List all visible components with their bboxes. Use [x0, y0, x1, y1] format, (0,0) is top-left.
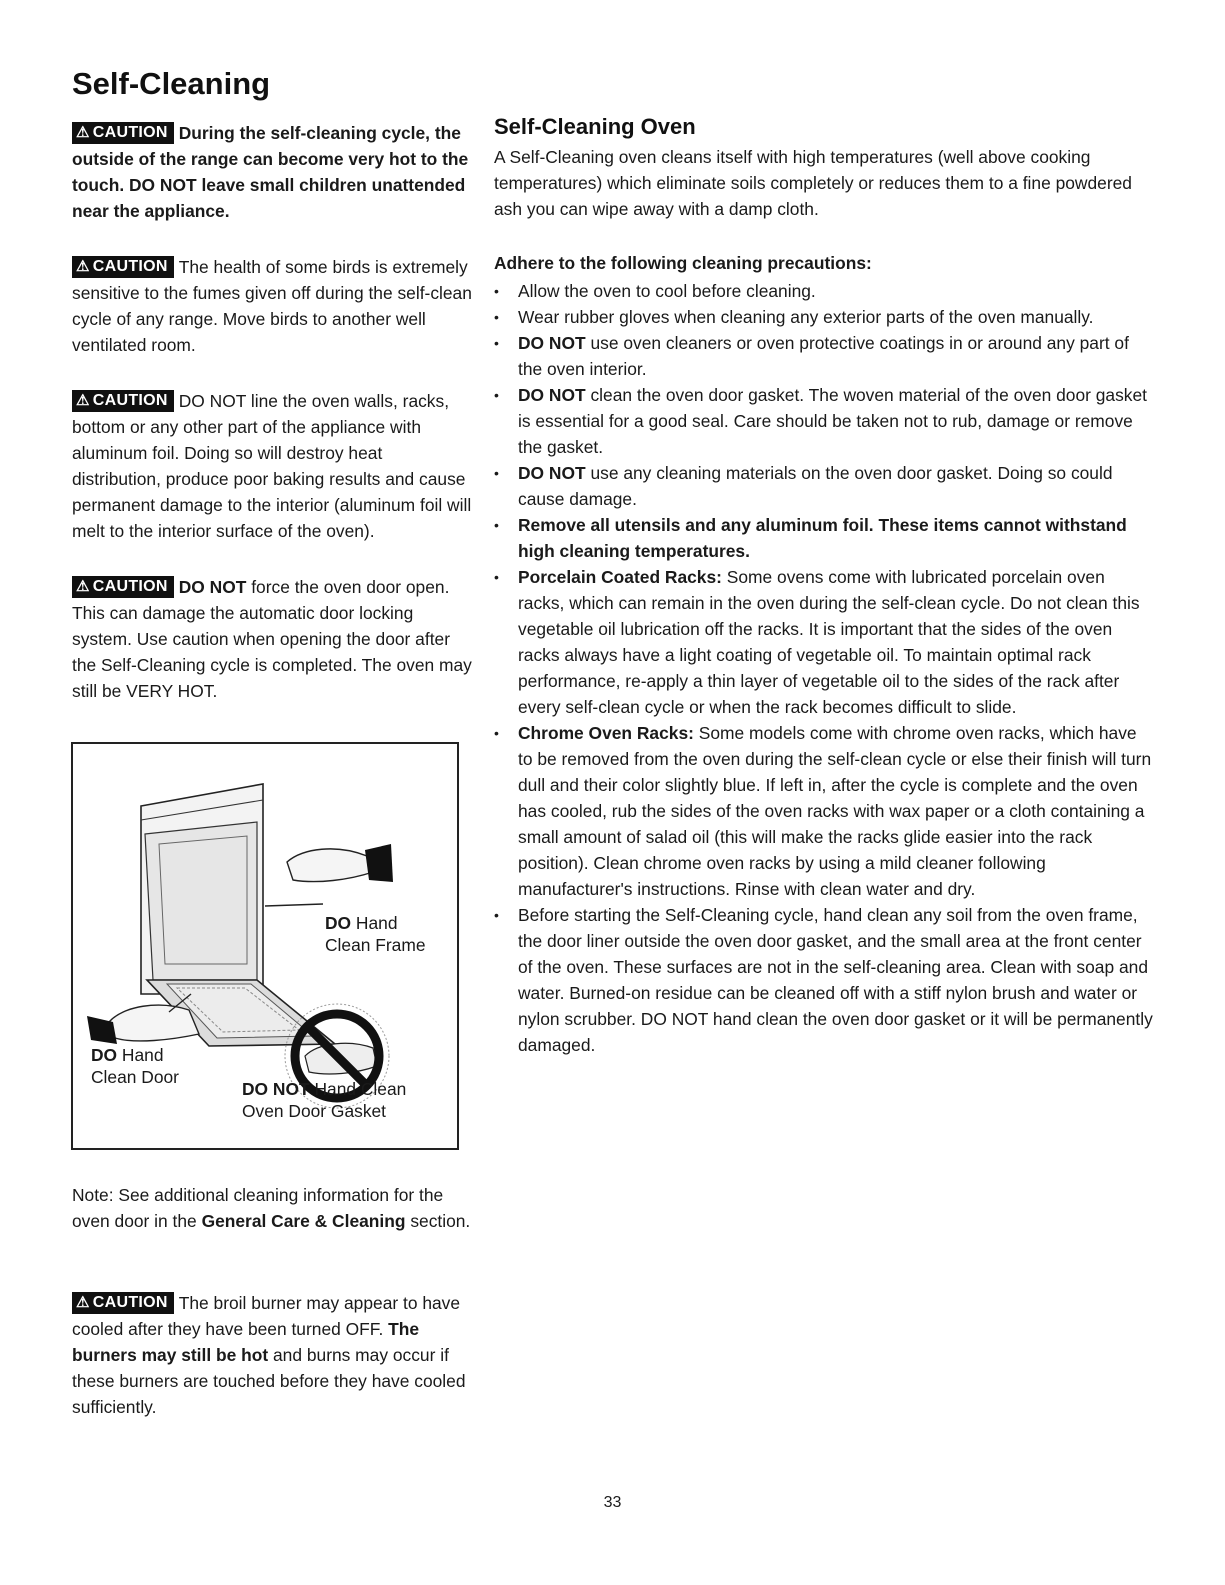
bold-text: Chrome Oven Racks:	[518, 723, 694, 743]
right-column	[494, 114, 1154, 1058]
text-segment: DO NOT line the oven walls, racks, bottom or any other part of the appliance with aluminum foil. Doing so will destroy heat distribution, produce poor baking results and cause permanent damage to the interior (aluminum foil will melt to the interior surface of the oven).	[72, 391, 472, 541]
bold-text: DO NOT	[178, 577, 247, 597]
frame-label: DO Hand Clean Frame	[325, 913, 426, 955]
text-segment: Some models come with chrome oven racks, which have to be removed from the oven during the self-clean cycle or else their finish will turn dull and their color slightly blue. If left in, after the cycle is complete and the oven has cooled, rub the sides of the oven racks with wax paper or a cloth containing a small amount of salad oil (this will make the racks glide easier into the rack position). Clean chrome oven racks by using a mild cleaner following manufacturer's instructions. Rinse with clean water and dry.	[518, 723, 1152, 899]
caution-block-1	[72, 120, 472, 224]
text-segment: section.	[405, 1211, 471, 1231]
text-segment: Note: See additional cleaning information for the oven door in the	[72, 1185, 444, 1231]
warning-triangle-icon: ⚠	[76, 392, 90, 409]
gasket-label: DO NOT Hand Clean Oven Door Gasket	[242, 1079, 407, 1121]
section-heading: Self-Cleaning Oven	[494, 114, 696, 139]
door-label: DO Hand Clean Door	[91, 1045, 179, 1087]
oven-cleaning-illustration	[71, 742, 459, 1150]
caution-badge: ⚠ CAUTION	[72, 122, 174, 144]
page-title: Self-Cleaning	[72, 66, 271, 101]
bold-text: During the self-cleaning cycle, the outside of the range can become very hot to the touch. DO NOT leave small children unattended near the appliance.	[72, 123, 469, 221]
text-segment: Before starting the Self-Cleaning cycle, hand clean any soil from the oven frame, the door liner outside the oven door gasket, and the small area at the front center of the oven. These surfaces are not in the self-cleaning area. Clean with soap and water. Burned-on residue can be cleaned off with a stiff nylon brush and water or nylon scrubber. DO NOT hand clean the oven door gasket or it will be permanently damaged.	[518, 905, 1153, 1055]
bold-text: DO NOT	[518, 463, 586, 483]
precautions-list	[494, 278, 1154, 1058]
text-segment: clean the oven door gasket. The woven material of the oven door gasket is essential for a good seal. Care should be taken not to rub, damage or remove the gasket.	[518, 385, 1147, 457]
list-item	[494, 382, 1154, 460]
text-segment: Some ovens come with lubricated porcelain oven racks, which can remain in the oven during the self-clean cycle. Do not clean this vegetable oil lubrication off the racks. It is important that the sides of the oven racks always have a light coating of vegetable oil. To maintain optimal rack performance, re-apply a thin layer of vegetable oil to the sides of the rack after every self-clean cycle or when the rack becomes difficult to slide.	[518, 567, 1140, 717]
caution-block-2	[72, 254, 472, 358]
text-segment: use any cleaning materials on the oven door gasket. Doing so could cause damage.	[518, 463, 1113, 509]
list-item	[494, 460, 1154, 512]
warning-triangle-icon: ⚠	[76, 1294, 90, 1311]
caution-badge: ⚠ CAUTION	[72, 576, 174, 598]
warning-triangle-icon: ⚠	[76, 258, 90, 275]
bold-text: DO NOT	[518, 385, 586, 405]
caution-badge: ⚠ CAUTION	[72, 256, 174, 278]
section-intro: A Self-Cleaning oven cleans itself with high temperatures (well above cooking temperatures) which eliminate soils completely or reduces them to a fine powdered ash you can wipe away with a damp cloth.	[494, 147, 1132, 219]
precautions-heading: Adhere to the following cleaning precautions:	[494, 253, 872, 273]
note-text	[72, 1182, 472, 1234]
caution-block-4	[72, 574, 472, 704]
list-item	[494, 278, 1154, 304]
text-segment: force the oven door open. This can damage the automatic door locking system. Use caution when opening the door after the Self-Cleaning cycle is completed. The oven may still be VERY HOT.	[72, 577, 472, 701]
bold-text: The burners may still be hot	[72, 1319, 420, 1365]
text-segment: and burns may occur if these burners are touched before they have cooled sufficiently.	[72, 1345, 466, 1417]
bold-text: Remove all utensils and any aluminum foil. These items cannot withstand high cleaning temperatures.	[518, 515, 1127, 561]
caution-text-4	[72, 574, 472, 704]
text-segment: The broil burner may appear to have cooled after they have been turned OFF.	[72, 1293, 461, 1339]
caution-text-1	[72, 120, 472, 224]
list-item	[494, 902, 1154, 1058]
caution-text-3	[72, 388, 472, 544]
list-item	[494, 330, 1154, 382]
caution-badge: ⚠ CAUTION	[72, 390, 174, 412]
caution-text-5	[72, 1290, 472, 1420]
text-segment: Wear rubber gloves when cleaning any exterior parts of the oven manually.	[518, 307, 1094, 327]
page-number: 33	[603, 1494, 622, 1511]
warning-triangle-icon: ⚠	[76, 124, 90, 141]
text-segment: Allow the oven to cool before cleaning.	[518, 281, 816, 301]
text-segment: use oven cleaners or oven protective coatings in or around any part of the oven interior.	[518, 333, 1129, 379]
left-column	[72, 120, 472, 1450]
list-item	[494, 512, 1154, 564]
caution-badge: ⚠ CAUTION	[72, 1292, 174, 1314]
bold-text: General Care & Cleaning	[201, 1211, 406, 1231]
list-item	[494, 304, 1154, 330]
text-segment: The health of some birds is extremely sensitive to the fumes given off during the self-clean cycle of any range. Move birds to another well ventilated room.	[72, 257, 472, 355]
bold-text: DO NOT	[518, 333, 586, 353]
list-item	[494, 720, 1154, 902]
caution-text-2	[72, 254, 472, 358]
bold-text: Porcelain Coated Racks:	[518, 567, 722, 587]
caution-block-5	[72, 1290, 472, 1420]
list-item	[494, 564, 1154, 720]
caution-block-3	[72, 388, 472, 544]
warning-triangle-icon: ⚠	[76, 578, 90, 595]
